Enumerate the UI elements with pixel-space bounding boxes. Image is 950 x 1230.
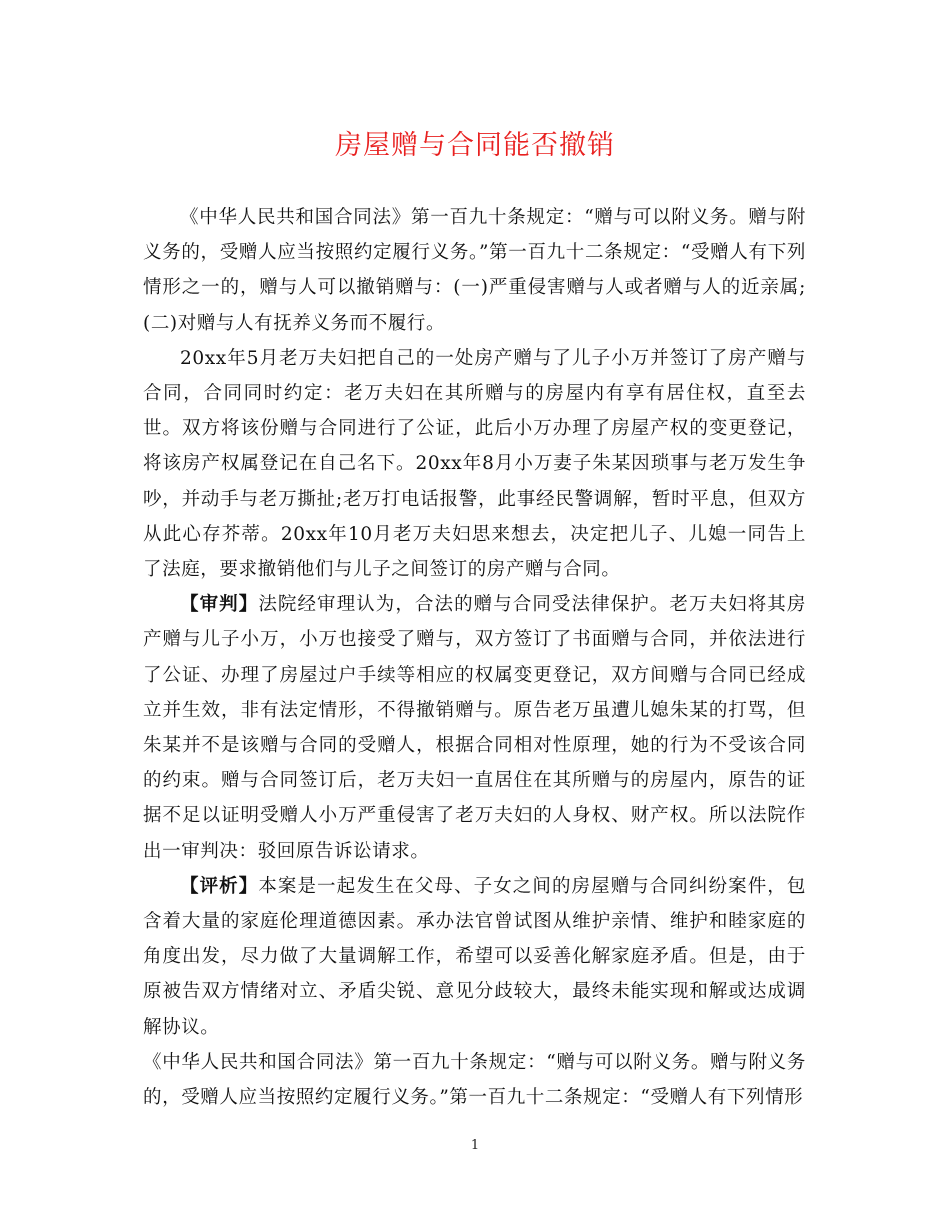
paragraph-judgment: [143, 587, 806, 869]
document-title: 房屋赠与合同能否撤销: [335, 130, 615, 161]
judgment-text: 法院经审理认为，合法的赠与合同受法律保护。老万夫妇将其房产赠与儿子小万，小万也接受了赠与，双方签订了书面赠与合同，并依法进行了公证、办理了房屋过户手续等相应的权属变更登记，双方间赠与合同已经成立并生效，非有法定情形，不得撤销赠与。原告老万虽遭儿媳朱某的打骂，但朱某并不是该赠与合同的受赠人，根据合同相对性原理，她的行为不受该合同的约束。赠与合同签订后，老万夫妇一直居住在其所赠与的房屋内，原告的证据不足以证明受赠人小万严重侵害了老万夫妇的人身权、财产权。所以法院作出一审判决：驳回原告诉讼请求。: [143, 594, 806, 862]
paragraph-analysis: [143, 869, 806, 1045]
paragraph-law-article-repeat: 《中华人民共和国合同法》第一百九十条规定：“赠与可以附义务。赠与附义务的，受赠人应当按照约定履行义务。”第一百九十二条规定：“受赠人有下列情形: [143, 1051, 806, 1109]
page-number: 1: [470, 1138, 480, 1153]
analysis-label: 【评析】: [180, 875, 259, 897]
judgment-label: 【审判】: [180, 594, 259, 616]
paragraph-case-facts: 20xx年5月老万夫妇把自己的一处房产赠与了儿子小万并签订了房产赠与合同，合同同时约定：老万夫妇在其所赠与的房屋内有享有居住权，直至去世。双方将该份赠与合同进行了公证，此后小万办理了房屋产权的变更登记，将该房产权属登记在自己名下。20xx年8月小万妻子朱某因琐事与老万发生争吵，并动手与老万撕扯;老万打电话报警，此事经民警调解，暂时平息，但双方从此心存芥蒂。20xx年10月老万夫妇思来想去，决定把儿子、儿媳一同告上了法庭，要求撤销他们与儿子之间签订的房产赠与合同。: [143, 347, 806, 581]
paragraph-law-article: 《中华人民共和国合同法》第一百九十条规定：“赠与可以附义务。赠与附义务的，受赠人应当按照约定履行义务。”第一百九十二条规定：“受赠人有下列情形之一的，赠与人可以撤销赠与：(一)严重侵害赠与人或者赠与人的近亲属;(二)对赠与人有抚养义务而不履行。: [143, 207, 806, 334]
analysis-text: 本案是一起发生在父母、子女之间的房屋赠与合同纠纷案件，包含着大量的家庭伦理道德因素。承办法官曾试图从维护亲情、维护和睦家庭的角度出发，尽力做了大量调解工作，希望可以妥善化解家庭矛盾。但是，由于原被告双方情绪对立、矛盾尖锐、意见分歧较大，最终未能实现和解或达成调解协议。: [143, 875, 806, 1038]
document-body: [143, 200, 806, 1115]
